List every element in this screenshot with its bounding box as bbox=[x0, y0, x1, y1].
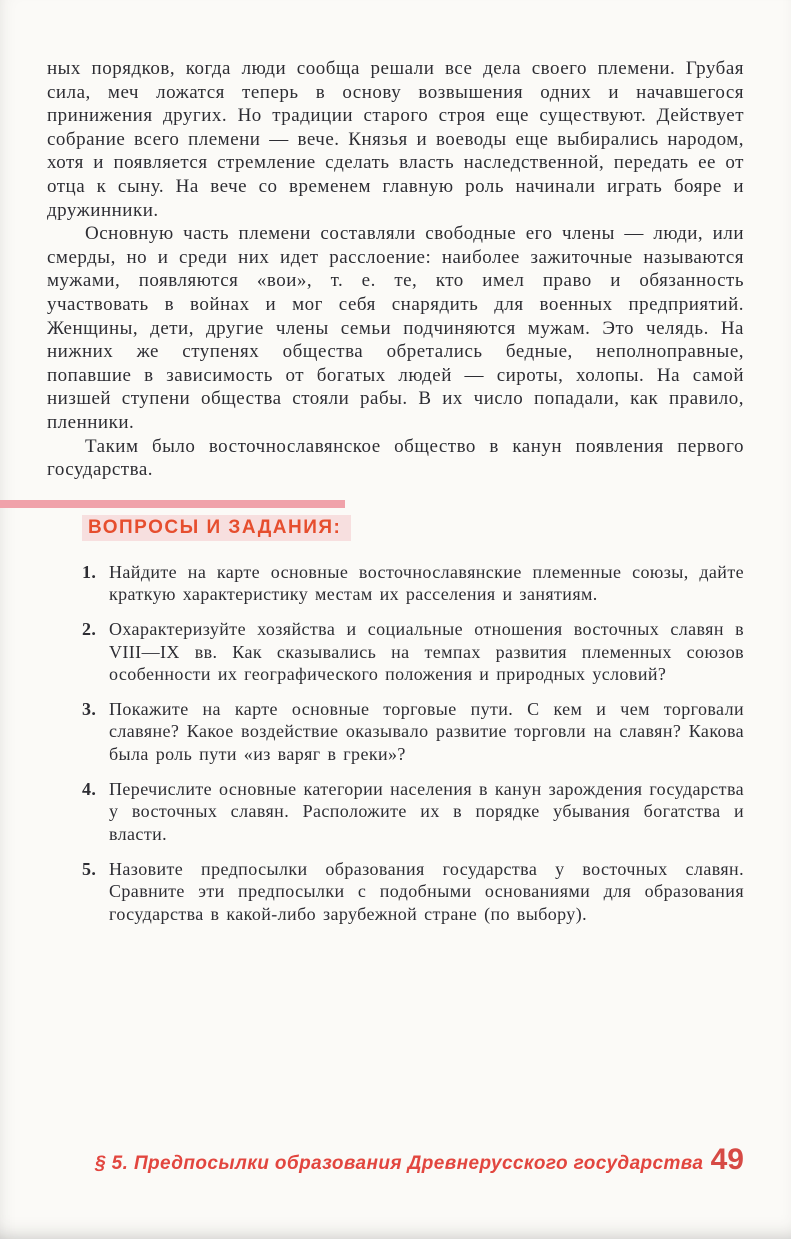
question-item-5 bbox=[82, 858, 744, 925]
question-item-2 bbox=[82, 618, 744, 685]
question-number: 2. bbox=[82, 619, 97, 640]
question-text: Перечислите основные категории населения в канун зарождения государства у восточных славян. Расположите их в порядке убывания богатства и власти. bbox=[109, 779, 744, 844]
question-item-1 bbox=[82, 561, 744, 606]
question-item-4 bbox=[82, 778, 744, 845]
section-divider-bar bbox=[0, 500, 345, 508]
body-text-block bbox=[47, 0, 744, 482]
section-title: § 5. Предпосылки образования Древнерусского государства bbox=[95, 1153, 704, 1174]
questions-section bbox=[47, 500, 744, 925]
question-text: Найдите на карте основные восточнославянские племенные союзы, дайте краткую характеристику местам их расселения и занятиям. bbox=[109, 561, 744, 604]
page-footer bbox=[47, 1143, 744, 1177]
question-number: 3. bbox=[82, 699, 97, 720]
question-number: 4. bbox=[82, 779, 97, 800]
paragraph-society: Основную часть племени составляли свободные его члены — люди, или смерды, но и среди них идет расслоение: наиболее зажиточные называются мужами, появляются «вои», т. е. те, кто имел право и обязанность участвовать в войнах и мог себя снарядить для военных предприятий. Женщины, дети, другие члены семьи подчиняются мужам. Это челядь. На нижних же ступенях общества обретались бедные, неполноправные, попавшие в зависимость от богатых людей — сироты, холопы. На самой низшей ступени общества стояли рабы. В их число попадали, как правило, пленники. bbox=[47, 223, 744, 433]
questions-list bbox=[82, 561, 744, 925]
page-number: 49 bbox=[710, 1143, 744, 1176]
question-text: Охарактеризуйте хозяйства и социальные отношения восточных славян в VIII—IX вв. Как сказывались на темпах развития племенных союзов особенности их географического положения и природных условий? bbox=[109, 619, 744, 684]
paragraph-continuation: ных порядков, когда люди сообща решали все дела своего племени. Грубая сила, меч ложатся теперь в основу возвышения одних и начавшегося принижения других. Но традиции старого строя еще существуют. Действует собрание всего племени — вече. Князья и воеводы еще выбирались народом, хотя и появляется стремление сделать власть наследственной, передать ее от отца к сыну. На вече со временем главную роль начинали играть бояре и дружинники. bbox=[47, 58, 744, 221]
question-number: 1. bbox=[82, 561, 97, 582]
questions-heading: ВОПРОСЫ И ЗАДАНИЯ: bbox=[82, 515, 351, 541]
question-text: Покажите на карте основные торговые пути. С кем и чем торговали славяне? Какое воздействие оказывало развитие торговли на славян? Какова была роль пути «из варяг в греки»? bbox=[109, 699, 744, 764]
question-item-3 bbox=[82, 698, 744, 765]
question-text: Назовите предпосылки образования государства у восточных славян. Сравните эти предпосылки с подобными основаниями для образования государства в какой-либо зарубежной стране (по выбору). bbox=[109, 858, 744, 924]
question-number: 5. bbox=[82, 858, 97, 879]
paragraph-conclusion: Таким было восточнославянское общество в канун появления первого государства. bbox=[47, 435, 744, 481]
